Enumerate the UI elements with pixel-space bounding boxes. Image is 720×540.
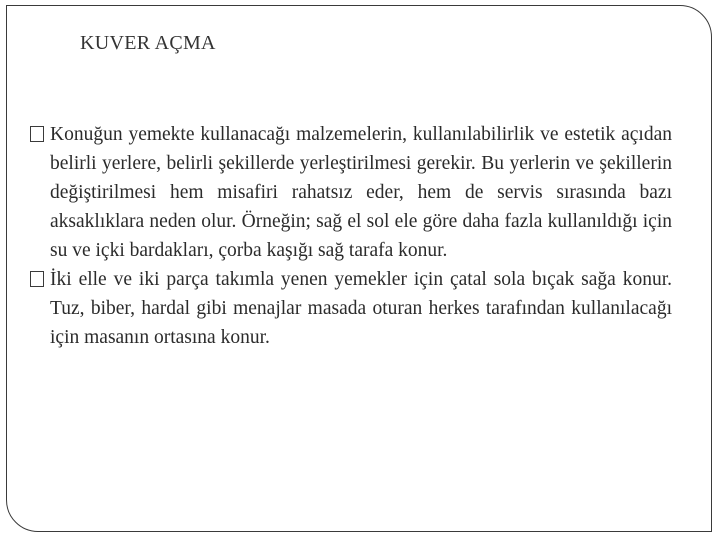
bullet-text: İki elle ve iki parça takımla yenen yemekler için çatal sola bıçak sağa konur. Tuz, biber, hardal gibi menajlar masada oturan herkes tarafından kullanılacağı için masanın ortasına konur. xyxy=(50,269,672,348)
square-bullet-icon xyxy=(30,126,44,142)
bullet-item xyxy=(28,120,672,265)
square-bullet-icon xyxy=(30,271,44,287)
bullet-text: Konuğun yemekte kullanacağı malzemelerin, kullanılabilirlik ve estetik açıdan belirli yerlere, belirli şekillerde yerleştirilmesi gerekir. Bu yerlerin ve şekillerin değiştirilmesi hem misafiri rahatsız eder, hem de servis sırasında bazı aksaklıklara neden olur. Örneğin; sağ el sol ele göre daha fazla kullanıldığı için su ve içki bardakları, çorba kaşığı sağ tarafa konur. xyxy=(50,124,672,261)
bullet-item xyxy=(28,265,672,352)
slide-title: KUVER AÇMA xyxy=(80,32,216,54)
slide-content xyxy=(28,120,672,352)
